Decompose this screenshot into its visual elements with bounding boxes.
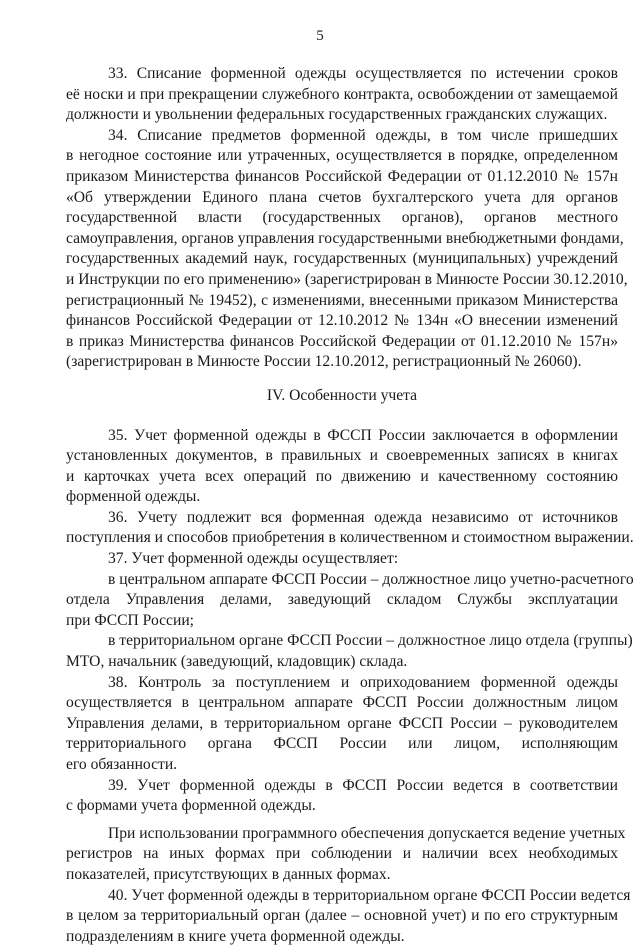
paragraph bbox=[66, 64, 618, 126]
text-line: 40. Учет форменной одежды в территориальном органе ФССП России ведется bbox=[66, 886, 618, 907]
paragraph bbox=[66, 508, 618, 549]
text-line: установленных документов, в правильных и своевременных записях в книгах bbox=[66, 446, 618, 467]
paragraph bbox=[66, 426, 618, 508]
text-line: подразделениям в книге учета форменной одежды. bbox=[66, 927, 618, 947]
text-line: При использовании программного обеспечения допускается ведение учетных bbox=[66, 824, 618, 845]
text-line: 34. Списание предметов форменной одежды, в том числе пришедших bbox=[66, 126, 618, 147]
text-line: 35. Учет форменной одежды в ФССП России заключается в оформлении bbox=[66, 426, 618, 447]
paragraph bbox=[66, 673, 618, 776]
text-line: регистров на иных формах при соблюдении и наличии всех необходимых bbox=[66, 844, 618, 865]
text-line: регистрационный № 19452), с изменениями, внесенными приказом Министерства bbox=[66, 291, 618, 312]
text-line: государственной власти (государственных органов), органов местного bbox=[66, 208, 618, 229]
text-line: показателей, присутствующих в данных формах. bbox=[66, 865, 618, 886]
text-line: финансов Российской Федерации от 12.10.2012 № 134н «О внесении изменений bbox=[66, 311, 618, 332]
text-line: МТО, начальник (заведующий, кладовщик) склада. bbox=[66, 652, 618, 673]
section-heading: IV. Особенности учета bbox=[66, 386, 618, 407]
text-line: при ФССП России; bbox=[66, 611, 618, 632]
text-line: 36. Учету подлежит вся форменная одежда независимо от источников bbox=[66, 508, 618, 529]
text-line: с формами учета форменной одежды. bbox=[66, 796, 618, 817]
paragraph bbox=[66, 126, 618, 373]
document-body bbox=[66, 64, 618, 947]
paragraph bbox=[66, 631, 618, 672]
paragraph bbox=[66, 824, 618, 886]
text-line: её носки и при прекращении служебного контракта, освобождении от замещаемой bbox=[66, 85, 618, 106]
text-line: «Об утверждении Единого плана счетов бухгалтерского учета для органов bbox=[66, 188, 618, 209]
paragraph bbox=[66, 886, 618, 947]
text-line: его обязанности. bbox=[66, 755, 618, 776]
text-line: форменной одежды. bbox=[66, 487, 618, 508]
paragraph bbox=[66, 776, 618, 817]
text-line: в негодное состояние или утраченных, осуществляется в порядке, определенном bbox=[66, 146, 618, 167]
text-line: (зарегистрирован в Минюсте России 12.10.2012, регистрационный № 26060). bbox=[66, 352, 618, 373]
text-line: и Инструкции по его применению» (зарегистрирован в Минюсте России 30.12.2010, bbox=[66, 270, 618, 291]
section-iv bbox=[66, 426, 618, 947]
text-line: осуществляется в центральном аппарате ФССП России должностным лицом bbox=[66, 693, 618, 714]
page-number: 5 bbox=[0, 28, 640, 45]
paragraph bbox=[66, 549, 618, 570]
text-line: государственных академий наук, государственных (муниципальных) учреждений bbox=[66, 249, 618, 270]
text-line: в целом за территориальный орган (далее – основной учет) и по его структурным bbox=[66, 906, 618, 927]
text-line: 38. Контроль за поступлением и оприходованием форменной одежды bbox=[66, 673, 618, 694]
text-line: территориального органа ФССП России или лицом, исполняющим bbox=[66, 734, 618, 755]
text-line: и карточках учета всех операций по движению и качественному состоянию bbox=[66, 467, 618, 488]
text-line: в приказ Министерства финансов Российской Федерации от 01.12.2010 № 157н» bbox=[66, 332, 618, 353]
text-line: отдела Управления делами, заведующий складом Службы эксплуатации bbox=[66, 590, 618, 611]
section-iii-tail bbox=[66, 64, 618, 373]
text-line: самоуправления, органов управления государственными внебюджетными фондами, bbox=[66, 229, 618, 250]
text-line: 39. Учет форменной одежды в ФССП России ведется в соответствии bbox=[66, 776, 618, 797]
text-line: поступления и способов приобретения в количественном и стоимостном выражении. bbox=[66, 528, 618, 549]
paragraph bbox=[66, 570, 618, 632]
text-line: должности и увольнении федеральных государственных гражданских служащих. bbox=[66, 105, 618, 126]
text-line: 33. Списание форменной одежды осуществляется по истечении сроков bbox=[66, 64, 618, 85]
text-line: 37. Учет форменной одежды осуществляет: bbox=[66, 549, 618, 570]
text-line: в центральном аппарате ФССП России – должностное лицо учетно-расчетного bbox=[66, 570, 618, 591]
text-line: в территориальном органе ФССП России – должностное лицо отдела (группы) bbox=[66, 631, 618, 652]
text-line: Управления делами, в территориальном органе ФССП России – руководителем bbox=[66, 714, 618, 735]
text-line: приказом Министерства финансов Российской Федерации от 01.12.2010 № 157н bbox=[66, 167, 618, 188]
